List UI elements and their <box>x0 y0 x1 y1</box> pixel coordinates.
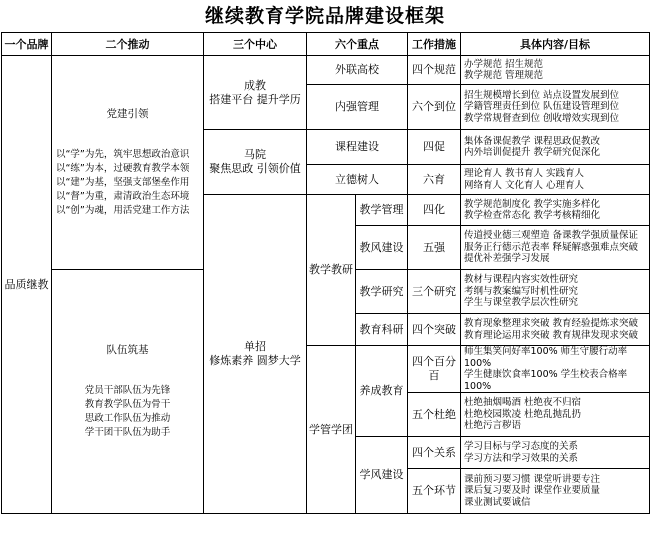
sub-teach-style: 教风建设 <box>356 226 408 270</box>
keypoint-internal: 内强管理 <box>307 85 408 130</box>
measure-cell: 四个关系 <box>408 437 461 469</box>
drive-team-cell <box>52 270 204 514</box>
center-adult-edu: 成教 搭建平台 提升学历 <box>204 56 307 130</box>
content-cell: 传道授业德三观塑造 备课教学强质量保证 服务正行德示范表率 释疑解惑强难点突破 提优补差强学习发展 <box>461 226 650 270</box>
keypoint-teaching: 教学教研 <box>307 195 356 346</box>
content-cell: 杜绝抽烟喝酒 杜绝夜不归宿 杜绝校园欺凌 杜绝乱抛乱扔 杜绝污言秽语 <box>461 393 650 437</box>
measure-cell: 五个杜绝 <box>408 393 461 437</box>
center-marxism: 马院 聚焦思政 引领价值 <box>204 130 307 195</box>
sub-nurture: 养成教育 <box>356 346 408 437</box>
sub-study-style: 学风建设 <box>356 437 408 514</box>
header-centers: 三个中心 <box>204 33 307 56</box>
content-cell: 课前预习要习惯 课堂听讲要专注 课后复习要及时 课堂作业要质量 课业测试要诚信 <box>461 469 650 514</box>
content-cell: 师生集笑问好率100% 师生守腰行动率100% 学生健康饮食率100% 学生校表合格率100% <box>461 346 650 393</box>
table-row <box>2 56 650 85</box>
page-title: 继续教育学院品牌建设框架 <box>204 5 445 27</box>
content-cell: 集体备课促教学 课程思政促教改 内外培训促提升 教学研究促深化 <box>461 130 650 165</box>
keypoint-student: 学管学团 <box>307 346 356 514</box>
sub-teach-research: 教学研究 <box>356 270 408 314</box>
measure-cell: 六个到位 <box>408 85 461 130</box>
content-cell: 招生规模增长到位 站点设置发展到位 学籍管理责任到位 队伍建设管理到位 教学常规督查到位 创收增效实现到位 <box>461 85 650 130</box>
content-cell: 教育现象整理求突破 教育经验提炼求突破 教育理论运用求突破 教育规律发现求突破 <box>461 314 650 346</box>
brand-cell: 品质继教 <box>2 56 52 514</box>
keypoint-course: 课程建设 <box>307 130 408 165</box>
measure-cell: 四个百分百 <box>408 346 461 393</box>
content-cell: 办学规范 招生规范 教学规范 管理规范 <box>461 56 650 85</box>
content-cell: 教学规范制度化 教学实施多样化 教学检查常态化 教学考核精细化 <box>461 195 650 226</box>
content-cell: 教材与课程内容实效性研究 考纲与教案编写时机性研究 学生与课堂教学层次性研究 <box>461 270 650 314</box>
drive-party-lines: 以“学”为先，筑牢思想政治意识 以“练”为本，过硬教育教学本领 以“建”为基，坚强支部堡垒作用 以“督”为重，肃清政治生态环境 以“创”为魂，用活党建工作方法 <box>56 148 190 216</box>
header-brand: 一个品牌 <box>2 33 52 56</box>
measure-cell: 五强 <box>408 226 461 270</box>
header-row <box>2 33 650 56</box>
header-keypoints: 六个重点 <box>307 33 408 56</box>
drive-team-title: 队伍筑基 <box>106 343 149 356</box>
measure-cell: 四化 <box>408 195 461 226</box>
header-content: 具体内容/目标 <box>461 33 650 56</box>
drive-party-title: 党建引领 <box>106 107 149 120</box>
center-single-enroll: 单招 修炼素养 圆梦大学 <box>204 195 307 514</box>
drive-party-cell <box>52 56 204 270</box>
framework-table <box>1 32 650 514</box>
drive-team-lines: 党员干部队伍为先锋 教育教学队伍为骨干 思政工作队伍为推动 学干团干队伍为助手 <box>84 384 171 438</box>
measure-cell: 三个研究 <box>408 270 461 314</box>
measure-cell: 四促 <box>408 130 461 165</box>
sub-teach-mgmt: 教学管理 <box>356 195 408 226</box>
measure-cell: 四个规范 <box>408 56 461 85</box>
measure-cell: 六育 <box>408 165 461 195</box>
content-cell: 理论育人 教书育人 实践育人 网络育人 文化育人 心理育人 <box>461 165 650 195</box>
keypoint-outreach: 外联高校 <box>307 56 408 85</box>
header-measures: 工作措施 <box>408 33 461 56</box>
sub-teach-sci: 教育科研 <box>356 314 408 346</box>
measure-cell: 四个突破 <box>408 314 461 346</box>
keypoint-moral: 立德树人 <box>307 165 408 195</box>
header-drives: 二个推动 <box>52 33 204 56</box>
content-cell: 学习目标与学习态度的关系 学习方法和学习效果的关系 <box>461 437 650 469</box>
measure-cell: 五个环节 <box>408 469 461 514</box>
